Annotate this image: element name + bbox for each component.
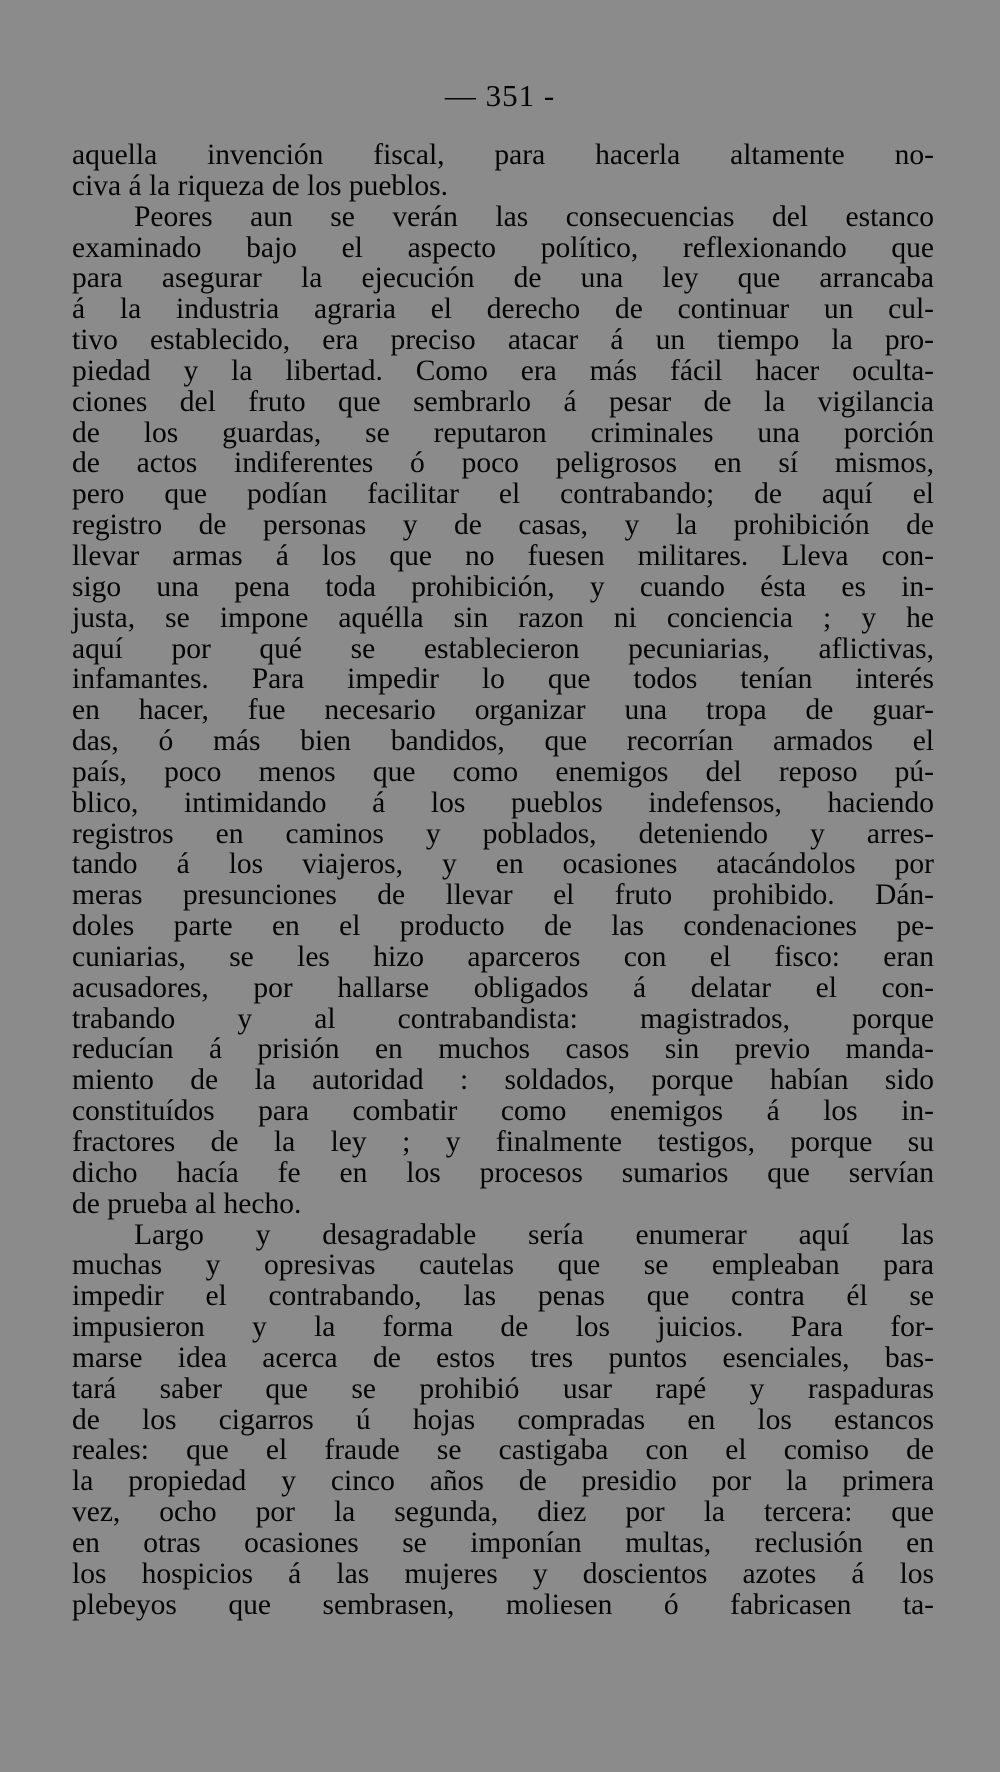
- body-text: [72, 140, 934, 1621]
- text-line: aquí por qué se establecieron pecuniarias, aflictivas,: [72, 632, 934, 665]
- text-line: de los cigarros ú hojas compradas en los estancos: [72, 1403, 934, 1436]
- text-line: blico, intimidando á los pueblos indefensos, haciendo: [72, 786, 934, 819]
- text-line: la propiedad y cinco años de presidio por la primera: [72, 1465, 934, 1498]
- text-line: impedir el contrabando, las penas que contra él se: [72, 1280, 934, 1313]
- text-line: reducían á prisión en muchos casos sin previo manda-: [72, 1033, 934, 1066]
- text-line: tará saber que se prohibió usar rapé y raspaduras: [72, 1372, 934, 1405]
- text-line: civa á la riqueza de los pueblos.: [72, 169, 448, 202]
- text-line: ciones del fruto que sembrarlo á pesar de la vigilancia: [72, 385, 934, 418]
- text-line: trabando y al contrabandista: magistrados, porque: [72, 1002, 934, 1035]
- text-line: en hacer, fue necesario organizar una tropa de guar-: [72, 694, 934, 727]
- text-line: das, ó más bien bandidos, que recorrían armados el: [72, 725, 934, 758]
- text-line: pero que podían facilitar el contrabando; de aquí el: [72, 478, 934, 511]
- text-line: tando á los viajeros, y en ocasiones atacándolos por: [72, 848, 934, 881]
- text-line: aquella invención fiscal, para hacerla altamente no-: [72, 139, 934, 171]
- text-line: miento de la autoridad : soldados, porque habían sido: [72, 1064, 934, 1097]
- page-number: — 351 -: [444, 78, 556, 113]
- text-line: de los guardas, se reputaron criminales una porción: [72, 416, 934, 449]
- text-line: de prueba al hecho.: [72, 1187, 302, 1220]
- text-line: país, poco menos que como enemigos del reposo pú-: [72, 755, 934, 788]
- text-line: acusadores, por hallarse obligados á delatar el con-: [72, 971, 934, 1004]
- text-line: para asegurar la ejecución de una ley que arrancaba: [72, 262, 934, 295]
- text-line: los hospicios á las mujeres y doscientos azotes á los: [72, 1557, 934, 1590]
- text-line: en otras ocasiones se imponían multas, reclusión en: [72, 1526, 934, 1559]
- text-line: doles parte en el producto de las condenaciones pe-: [72, 910, 934, 943]
- text-line: dicho hacía fe en los procesos sumarios que servían: [72, 1156, 934, 1189]
- text-line: meras presunciones de llevar el fruto prohibido. Dán-: [72, 879, 934, 912]
- text-line: justa, se impone aquélla sin razon ni conciencia ; y he: [72, 601, 934, 634]
- text-line: reales: que el fraude se castigaba con el comiso de: [72, 1434, 934, 1467]
- text-line: á la industria agraria el derecho de continuar un cul-: [72, 293, 934, 326]
- text-line: fractores de la ley ; y finalmente testigos, porque su: [72, 1126, 934, 1158]
- text-line: registros en caminos y poblados, deteniendo y arres-: [72, 817, 934, 850]
- text-line: muchas y opresivas cautelas que se empleaban para: [72, 1249, 934, 1282]
- text-line: impusieron y la forma de los juicios. Para for-: [72, 1311, 934, 1344]
- text-line: Largo y desagradable sería enumerar aquí las: [134, 1218, 934, 1251]
- text-line: registro de personas y de casas, y la prohibición de: [72, 509, 934, 542]
- text-line: vez, ocho por la segunda, diez por la tercera: que: [72, 1496, 934, 1529]
- text-line: piedad y la libertad. Como era más fácil hacer oculta-: [72, 354, 934, 387]
- text-line: Peores aun se verán las consecuencias del estanco: [134, 200, 934, 233]
- text-line: cuniarias, se les hizo aparceros con el fisco: eran: [72, 940, 934, 973]
- text-line: examinado bajo el aspecto político, reflexionando que: [72, 231, 934, 264]
- text-line: infamantes. Para impedir lo que todos tenían interés: [72, 663, 934, 696]
- text-line: de actos indiferentes ó poco peligrosos en sí mismos,: [72, 447, 934, 480]
- text-line: llevar armas á los que no fuesen militares. Lleva con-: [72, 539, 934, 572]
- text-line: constituídos para combatir como enemigos á los in-: [72, 1095, 934, 1128]
- text-line: plebeyos que sembrasen, moliesen ó fabricasen ta-: [72, 1588, 934, 1621]
- text-line: marse idea acerca de estos tres puntos esenciales, bas-: [72, 1341, 934, 1374]
- text-line: tivo establecido, era preciso atacar á un tiempo la pro-: [72, 324, 934, 357]
- text-line: sigo una pena toda prohibición, y cuando ésta es in-: [72, 570, 934, 603]
